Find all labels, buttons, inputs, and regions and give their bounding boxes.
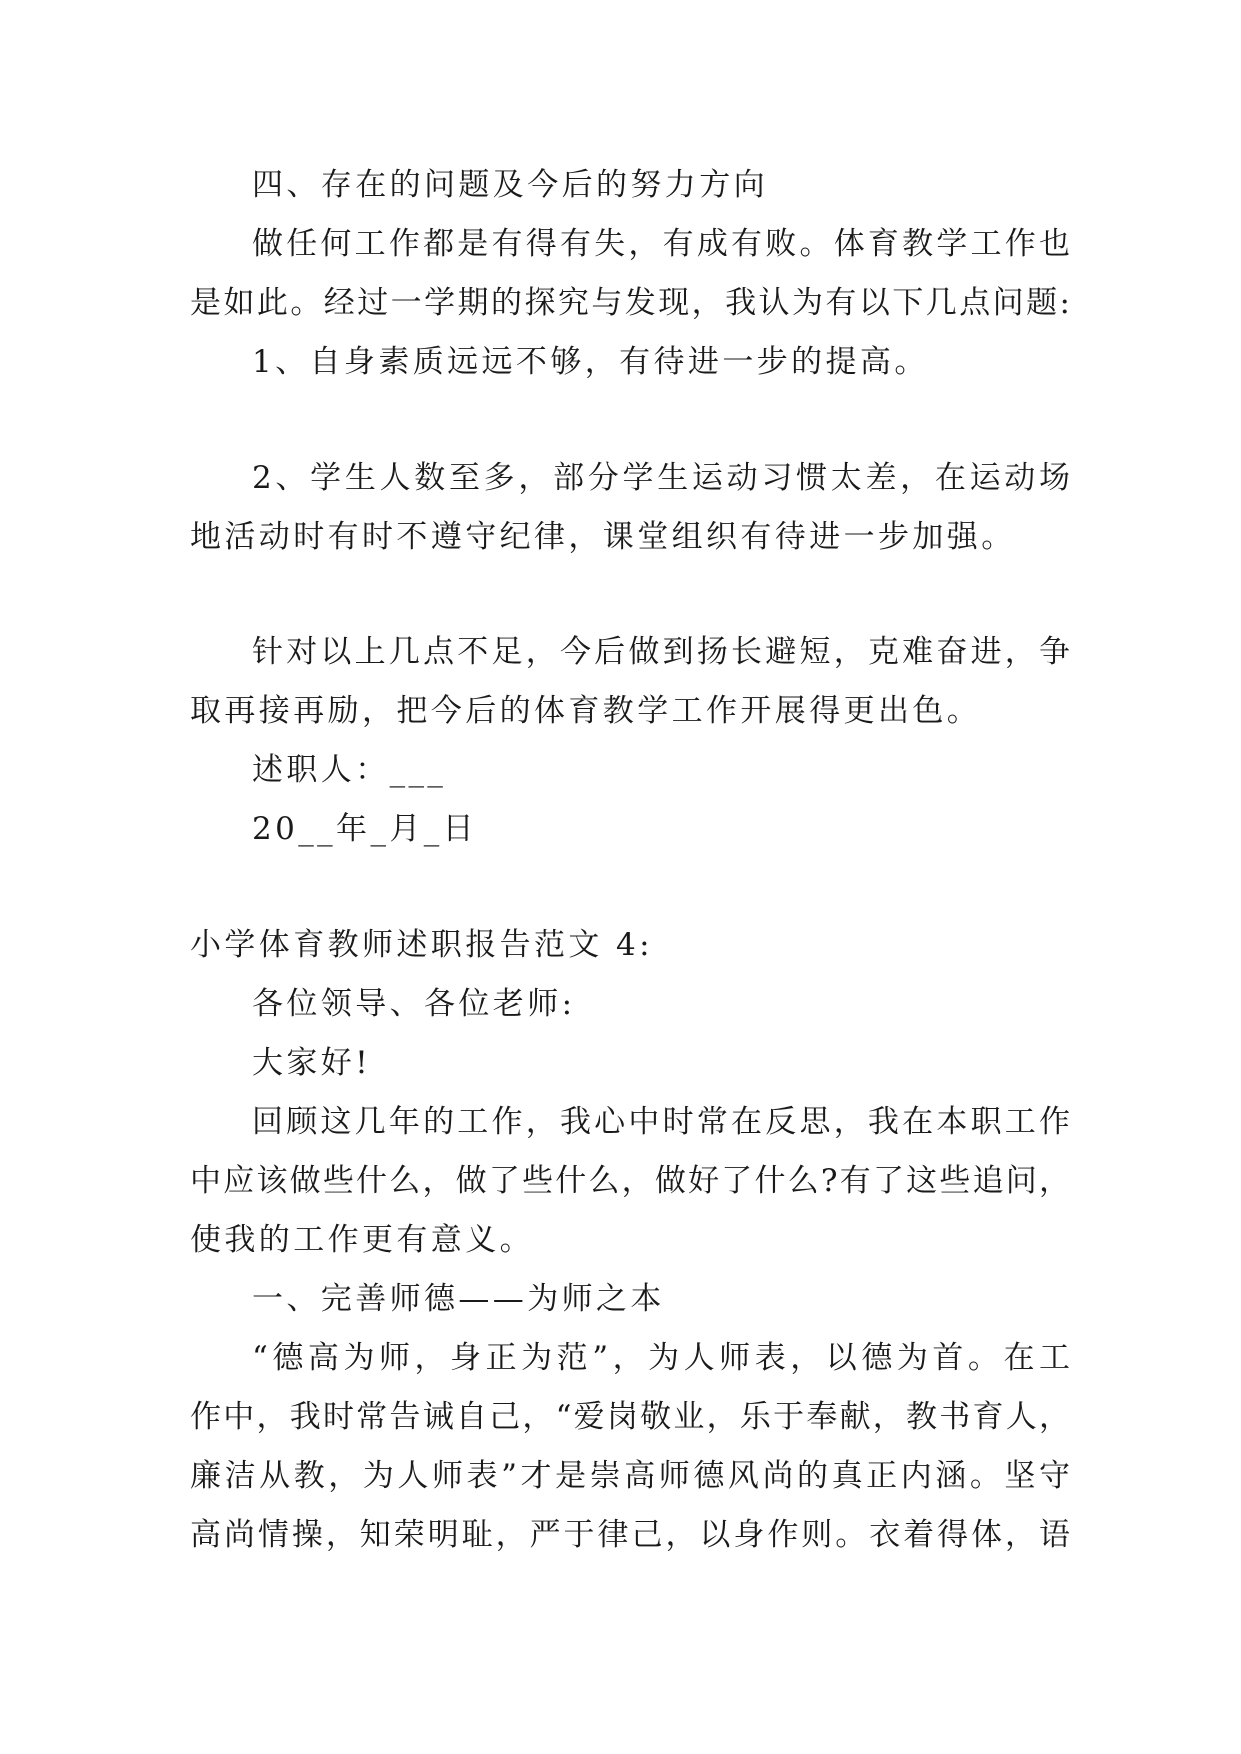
paragraph-line: 中应该做些什么，做了些什么，做好了什么?有了这些追问， <box>190 1163 1070 1199</box>
report-title: 小学体育教师述职报告范文 4: <box>190 927 654 963</box>
list-item-2: 2、学生人数至多，部分学生运动习惯太差，在运动场 <box>252 460 1070 496</box>
paragraph-line: 做任何工作都是有得有失，有成有败。体育教学工作也 <box>252 226 1070 262</box>
date-line: 20__年_月_日 <box>252 811 478 847</box>
paragraph-line: 回顾这几年的工作，我心中时常在反思，我在本职工作 <box>252 1104 1070 1140</box>
section-heading-ethics: 一、完善师德——为师之本 <box>252 1281 665 1317</box>
list-item-1: 1、自身素质远远不够，有待进一步的提高。 <box>252 344 929 380</box>
salutation: 各位领导、各位老师: <box>252 986 576 1022</box>
paragraph-line: 取再接再励，把今后的体育教学工作开展得更出色。 <box>190 693 982 729</box>
paragraph-line: 针对以上几点不足，今后做到扬长避短，克难奋进，争 <box>252 634 1070 670</box>
paragraph-line: 是如此。经过一学期的探究与发现，我认为有以下几点问题: <box>190 285 1070 321</box>
paragraph-line: 作中，我时常告诫自己，“爱岗敬业，乐于奉献，教书育人， <box>190 1399 1070 1435</box>
paragraph-line: 地活动时有时不遵守纪律，课堂组织有待进一步加强。 <box>190 519 1016 555</box>
signature-line: 述职人：___ <box>252 752 447 788</box>
paragraph-line: “德高为师，身正为范”，为人师表，以德为首。在工 <box>252 1340 1070 1376</box>
paragraph-line: 高尚情操，知荣明耻，严于律己，以身作则。衣着得体，语 <box>190 1517 1070 1553</box>
section-heading-problems: 四、存在的问题及今后的努力方向 <box>252 167 768 203</box>
greeting: 大家好! <box>252 1045 372 1081</box>
paragraph-line: 使我的工作更有意义。 <box>190 1222 534 1258</box>
paragraph-line: 廉洁从教，为人师表”才是崇高师德风尚的真正内涵。坚守 <box>190 1458 1070 1494</box>
